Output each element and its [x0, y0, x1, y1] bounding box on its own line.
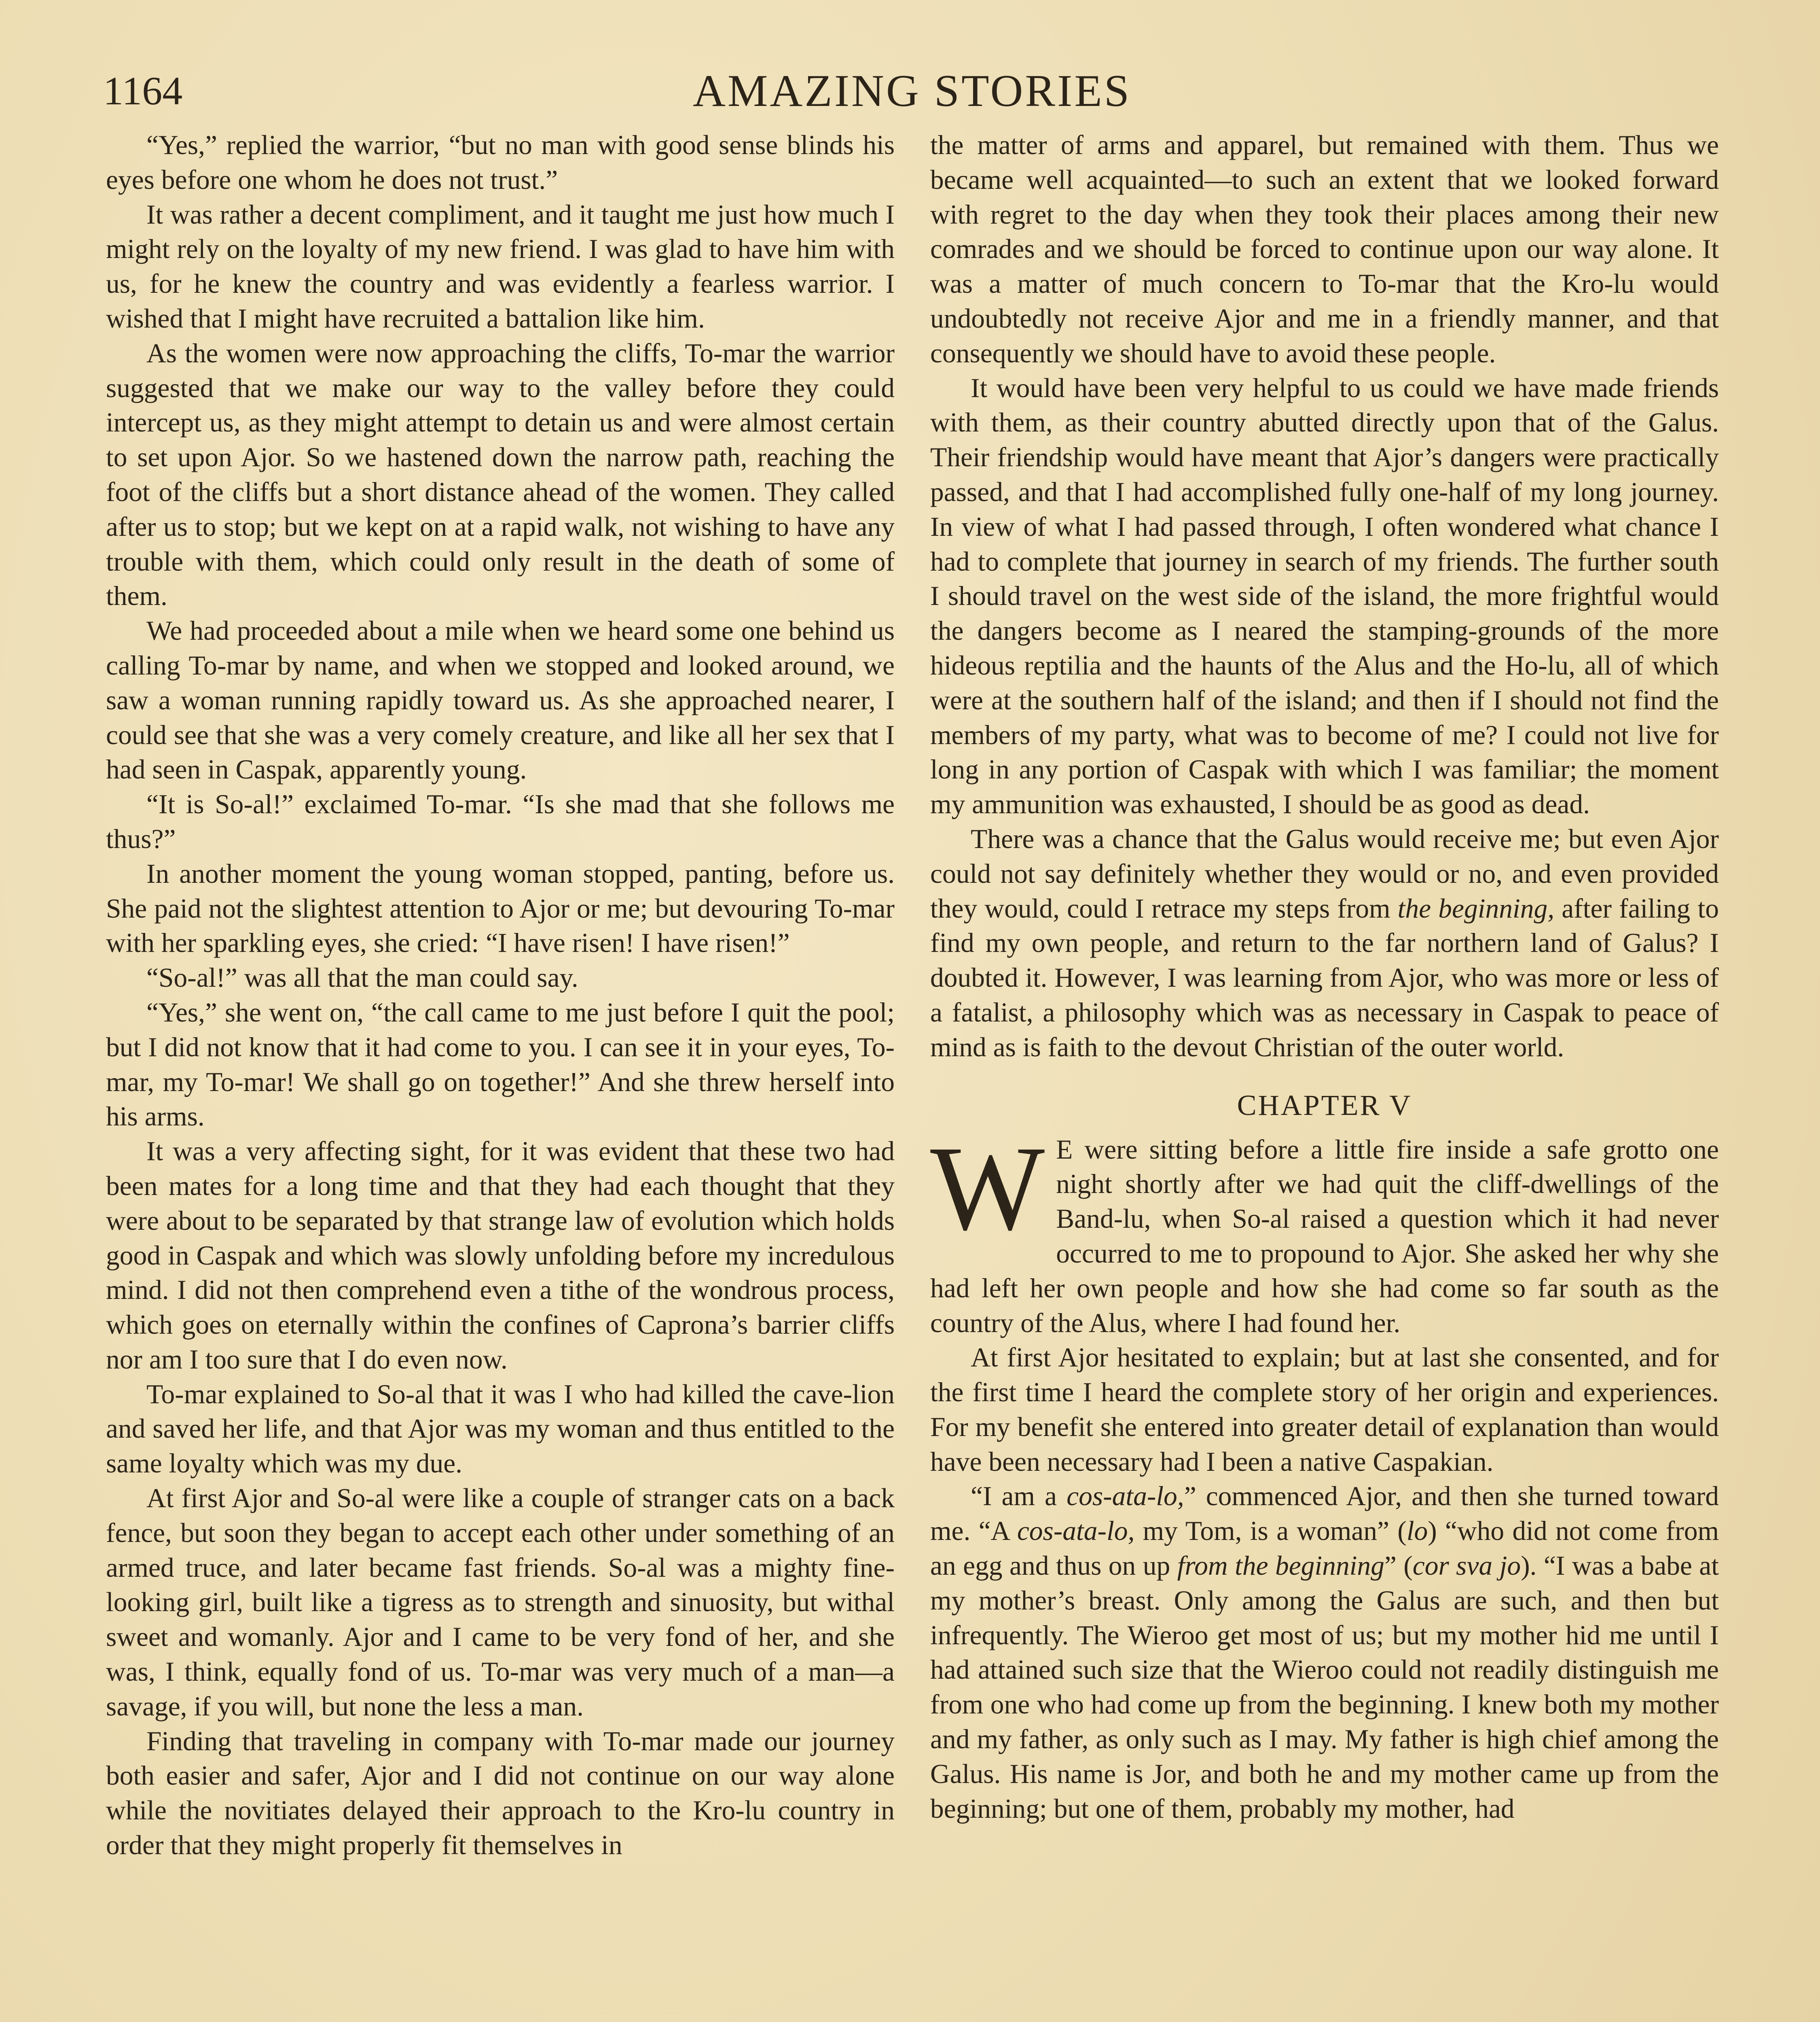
right-text-column — [930, 128, 1719, 1826]
right-column-paragraphs — [930, 128, 1719, 1065]
italic-phrase: from the beginning — [1177, 1550, 1384, 1581]
paragraph: the matter of arms and apparel, but remained with them. Thus we became well acquainted—to such an extent that we looked forward with regret to the day when they took their places among their new comrades and we should be forced to continue upon our way alone. It was a matter of much concern to To-mar that the Kro-lu would undoubtedly not receive Ajor and me in a friendly manner, and that consequently we should have to avoid these people. — [930, 130, 1719, 368]
page-header — [103, 61, 1721, 121]
paragraph: It was a very affecting sight, for it was evident that these two had been mates for a long time and that they had each thought that they were about to be separated by that strange law of evolution which holds good in Caspak and which was slowly unfolding before my incredulous mind. I did not then comprehend even a tithe of the wondrous process, which goes on eternally within the confines of Caprona’s barrier cliffs nor am I too sure that I do even now. — [106, 1136, 895, 1375]
paragraph: At first Ajor hesitated to explain; but at last she consented, and for the first time I heard the complete story of her origin and experiences. For my benefit she entered into greater detail of explanation than would have been necessary had I been a native Caspakian. — [930, 1342, 1719, 1477]
paragraph: In another moment the young woman stopped, panting, before us. She paid not the slightest attention to Ajor or me; but devouring To-mar with her sparkling eyes, she cried: “I have risen! I have risen!” — [106, 858, 895, 958]
paragraph: “Yes,” she went on, “the call came to me just before I quit the pool; but I did not know that it had come to you. I can see it in your eyes, To-mar, my To-mar! We shall go on together!” And she threw herself into his arms. — [106, 997, 895, 1132]
left-text-column — [106, 128, 895, 1863]
paragraph: There was a chance that the Galus would receive me; but even Ajor could not say definitely whether they would or no, and even provided they would, could I retrace my steps from the beginning, after failing to find my own people, and return to the far northern land of Galus? I doubted it. However, I was learning from Ajor, who was more or less of a fatalist, a philosophy which was as necessary in Caspak to peace of mind as is faith to the devout Christian of the outer world. — [930, 823, 1719, 1062]
paragraph: It was rather a decent compliment, and it taught me just how much I might rely on the loyalty of my new friend. I was glad to have him with us, for he knew the country and was evidently a fearless warrior. I wished that I might have recruited a battalion like him. — [106, 199, 895, 334]
paragraph: At first Ajor and So-al were like a couple of stranger cats on a back fence, but soon they began to accept each other under something of an armed truce, and later became fast friends. So-al was a mighty fine-looking girl, built like a tigress as to strength and sinuosity, but withal sweet and womanly. Ajor and I came to be very fond of her, and she was, I think, equally fond of us. To-mar was very much of a man—a savage, if you will, but none the less a man. — [106, 1483, 895, 1722]
paragraph: Finding that traveling in company with To-mar made our journey both easier and safer, Ajor and I did not continue on our way alone while the novitiates delayed their approach to the Kro-lu country in order that they might properly fit themselves in — [106, 1726, 895, 1861]
page-number: 1164 — [103, 68, 183, 113]
right-column-continued-paragraphs — [930, 1340, 1719, 1826]
italic-phrase: the beginning, — [1397, 893, 1555, 924]
italic-phrase: cos-ata-lo, — [1067, 1481, 1184, 1512]
paragraph: It would have been very helpful to us could we have made friends with them, as their country abutted directly upon that of the Galus. Their friendship would have meant that Ajor’s dangers were practically passed, and that I had accomplished fully one-half of my long journey. In view of what I had passed through, I often wondered what chance I had to complete that journey in search of my friends. The further south I should travel on the west side of the island, the more frightful would the dangers become as I neared the stamping-grounds of the more hideous reptilia and the haunts of the Alus and the Ho-lu, all of which were at the southern half of the island; and then if I should not find the members of my party, what was to become of me? I could not live for long in any portion of Caspak with which I was familiar; the moment my ammunition was exhausted, I should be as good as dead. — [930, 372, 1719, 820]
paragraph: “So-al!” was all that the man could say. — [146, 962, 578, 993]
italic-phrase: cor sva jo — [1412, 1550, 1521, 1581]
paragraph: We had proceeded about a mile when we heard some one behind us calling To-mar by name, and when we stopped and looked around, we saw a woman running rapidly toward us. As she approached nearer, I could see that she was a very comely creature, and like all her sex that I had seen in Caspak, apparently young. — [106, 615, 895, 785]
running-head: AMAZING STORIES — [692, 66, 1132, 116]
drop-cap: W — [930, 1121, 1045, 1255]
italic-phrase: lo — [1406, 1516, 1428, 1546]
paragraph: “Yes,” replied the warrior, “but no man with good sense blinds his eyes before one whom he does not trust.” — [106, 130, 895, 195]
chapter-heading: CHAPTER V — [1237, 1089, 1412, 1121]
paragraph: “I am a cos-ata-lo,” commenced Ajor, and then she turned toward me. “A cos-ata-lo, my Tom, is a woman” (lo) “who did not come from an egg and thus on up from the beginning” (cor sva jo). “I was a babe at my mother’s breast. Only among the Galus are such, and then but infrequently. The Wieroo get most of us; but my mother hid me until I had attained such size that the Wieroo could not readily distinguish me from one who had come up from the beginning. I knew both my mother and my father, as only such as I may. My father is high chief among the Galus. His name is Jor, and both he and my mother came up from the beginning; but one of them, probably my mother, had — [930, 1481, 1719, 1824]
italic-phrase: cos-ata-lo, — [1017, 1516, 1135, 1546]
chapter-opening-text: E were sitting before a little fire inside a safe grotto one night shortly after we had quit the cliff-dwellings of the Band-lu, when So-al raised a question which it had never occurred to me to propound to Ajor. She asked her why she had left her own people and how she had come so far south as the country of the Alus, where I had found her. — [930, 1134, 1719, 1338]
paragraph: To-mar explained to So-al that it was I who had killed the cave-lion and saved her life, and that Ajor was my woman and thus entitled to the same loyalty which was my due. — [106, 1379, 895, 1479]
paragraph: As the women were now approaching the cliffs, To-mar the warrior suggested that we make our way to the valley before they could intercept us, as they might attempt to detain us and were almost certain to set upon Ajor. So we hastened down the narrow path, reaching the foot of the cliffs but a short distance ahead of the women. They called after us to stop; but we kept on at a rapid walk, not wishing to have any trouble with them, which could only result in the death of some of them. — [106, 338, 895, 611]
paragraph: “It is So-al!” exclaimed To-mar. “Is she mad that she follows me thus?” — [106, 789, 895, 854]
chapter-opening-paragraph — [930, 1121, 1719, 1341]
